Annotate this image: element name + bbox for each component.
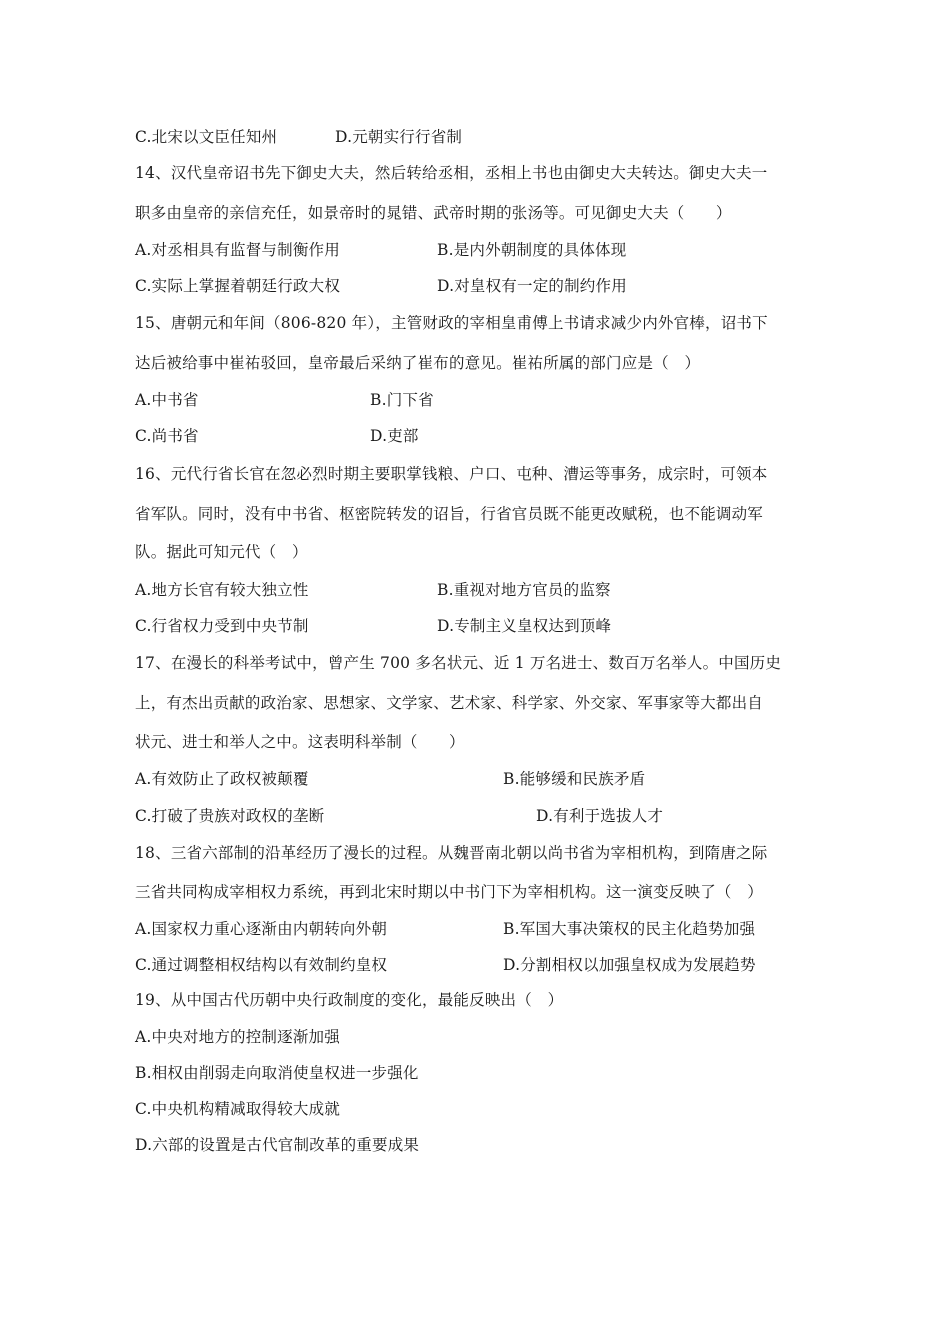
q16-option-b: B.重视对地方官员的监察	[437, 581, 611, 599]
q14-stem-line-1: 14、汉代皇帝诏书先下御史大夫，然后转给丞相，丞相上书也由御史大夫转达。御史大夫一	[135, 164, 768, 182]
q15-option-b: B.门下省	[370, 391, 434, 409]
q18-option-a: A.国家权力重心逐渐由内朝转向外朝	[135, 920, 388, 938]
q16-stem-line-1: 16、元代行省长官在忽必烈时期主要职掌钱粮、户口、屯种、漕运等事务，成宗时，可领本	[135, 465, 768, 483]
q19-stem-line-1: 19、从中国古代历朝中央行政制度的变化，最能反映出（ ）	[135, 991, 564, 1009]
q17-option-c: C.打破了贵族对政权的垄断	[135, 807, 325, 825]
q19-option-b: B.相权由削弱走向取消使皇权进一步强化	[135, 1064, 419, 1082]
q18-option-b: B.军国大事决策权的民主化趋势加强	[503, 920, 756, 938]
q16-option-d: D.专制主义皇权达到顶峰	[437, 617, 612, 635]
q15-option-d: D.吏部	[370, 427, 419, 445]
q15-option-c: C.尚书省	[135, 427, 199, 445]
q15-stem-line-1: 15、唐朝元和年间（806-820 年），主管财政的宰相皇甫傅上书请求减少内外官棒，诏书下	[135, 314, 768, 332]
q17-stem-line-2: 上，有杰出贡献的政治家、思想家、文学家、艺术家、科学家、外交家、军事家等大都出自	[135, 694, 764, 712]
q19-option-c: C.中央机构精减取得较大成就	[135, 1100, 341, 1118]
q18-stem-line-2: 三省共同构成宰相权力系统，再到北宋时期以中书门下为宰相机构。这一演变反映了（ ）	[135, 883, 764, 901]
q16-stem-line-3: 队。据此可知元代（ ）	[135, 543, 308, 561]
q13-option-d: D.元朝实行行省制	[335, 128, 463, 146]
q16-option-c: C.行省权力受到中央节制	[135, 617, 309, 635]
q13-option-c: C.北宋以文臣任知州	[135, 128, 278, 146]
q18-option-c: C.通过调整相权结构以有效制约皇权	[135, 956, 388, 974]
q14-option-d: D.对皇权有一定的制约作用	[437, 277, 627, 295]
q17-stem-line-1: 17、在漫长的科举考试中，曾产生 700 多名状元、近 1 万名进士、数百万名举人。中国历史	[135, 654, 782, 672]
q19-option-a: A.中央对地方的控制逐渐加强	[135, 1028, 340, 1046]
q19-option-d: D.六部的设置是古代官制改革的重要成果	[135, 1136, 420, 1154]
q15-stem-line-2: 达后被给事中崔祐驳回，皇帝最后采纳了崔布的意见。崔祐所属的部门应是（ ）	[135, 354, 701, 372]
q17-stem-line-3: 状元、进士和举人之中。这表明科举制（ ）	[135, 733, 465, 751]
q14-option-b: B.是内外朝制度的具体体现	[437, 241, 627, 259]
q18-option-d: D.分割相权以加强皇权成为发展趋势	[503, 956, 756, 974]
q16-stem-line-2: 省军队。同时，没有中书省、枢密院转发的诏旨，行省官员既不能更改赋税，也不能调动军	[135, 505, 764, 523]
q15-option-a: A.中书省	[135, 391, 199, 409]
q17-option-d: D.有利于选拔人才	[536, 807, 664, 825]
q16-option-a: A.地方长官有较大独立性	[135, 581, 309, 599]
q14-option-a: A.对丞相具有监督与制衡作用	[135, 241, 340, 259]
q17-option-a: A.有效防止了政权被颠覆	[135, 770, 309, 788]
q14-option-c: C.实际上掌握着朝廷行政大权	[135, 277, 341, 295]
q17-option-b: B.能够缓和民族矛盾	[503, 770, 646, 788]
q14-stem-line-2: 职多由皇帝的亲信充任，如景帝时的晁错、武帝时期的张汤等。可见御史大夫（ ）	[135, 204, 732, 222]
q18-stem-line-1: 18、三省六部制的沿革经历了漫长的过程。从魏晋南北朝以尚书省为宰相机构，到隋唐之际	[135, 844, 768, 862]
